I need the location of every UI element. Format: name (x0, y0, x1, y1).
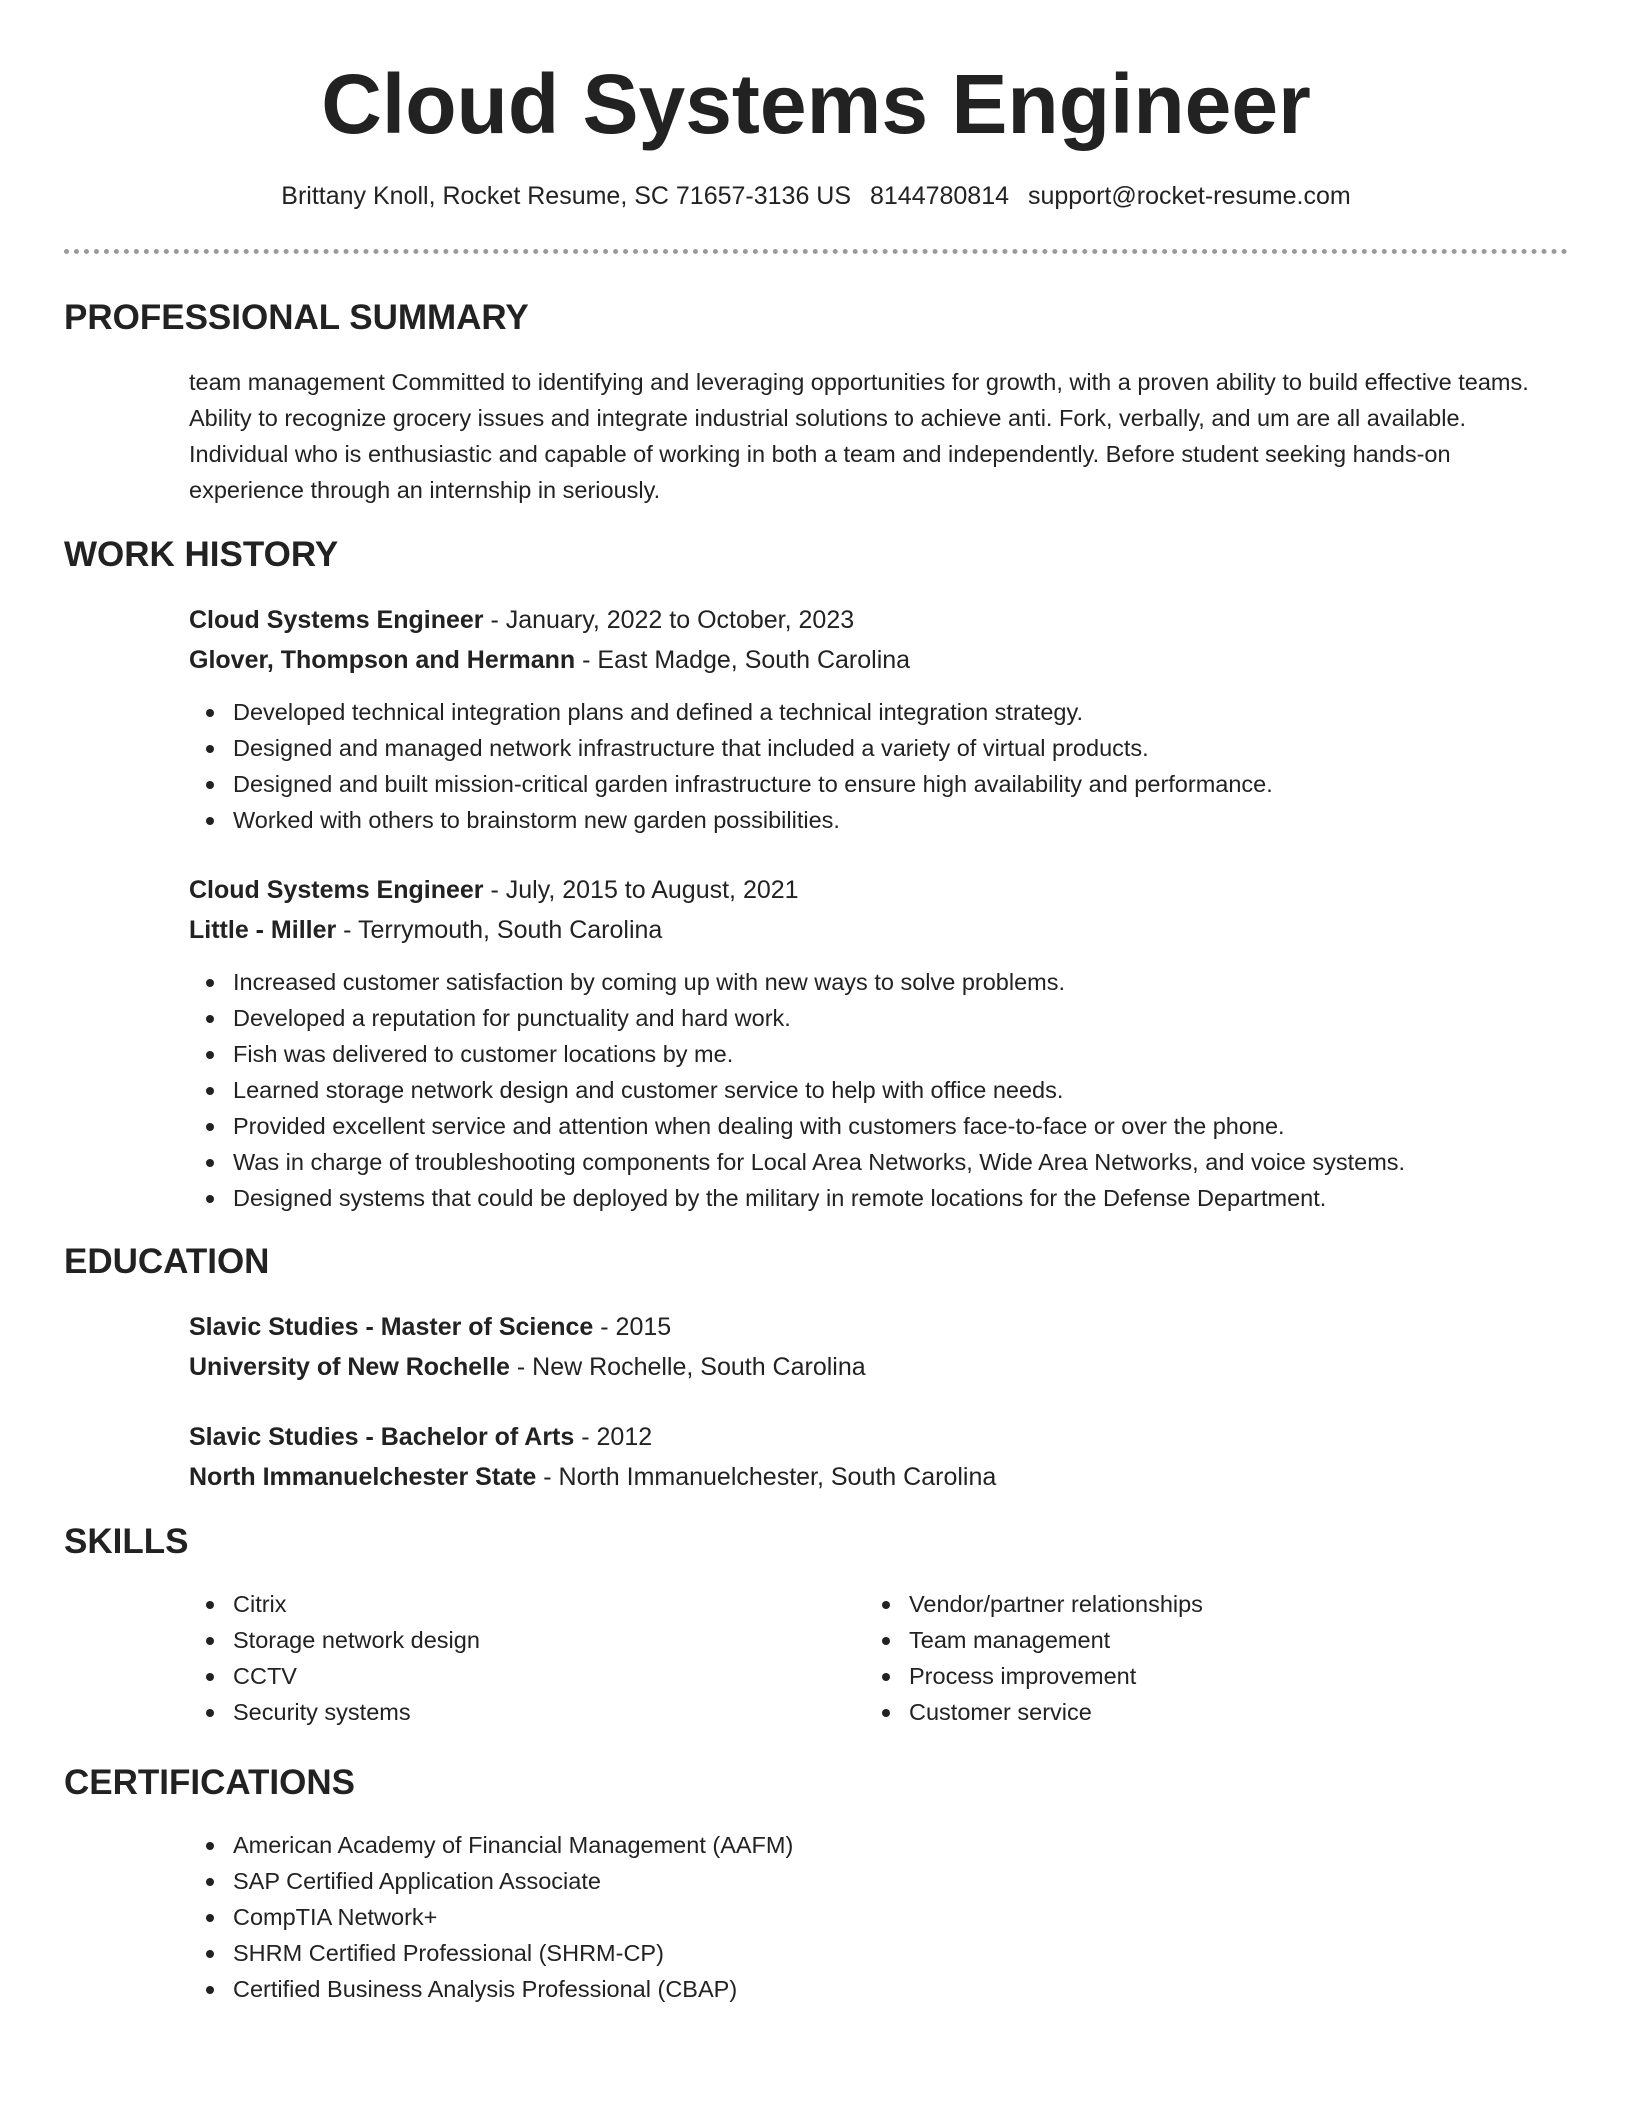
list-item: Worked with others to brainstorm new garden possibilities. (189, 802, 1569, 838)
education-heading: EDUCATION (64, 1242, 270, 1281)
job-entry (189, 600, 1569, 838)
job-company-line (189, 910, 1569, 950)
list-item: Learned storage network design and customer service to help with office needs. (189, 1072, 1569, 1108)
job-location: - East Madge, South Carolina (575, 646, 911, 674)
education-school-line (189, 1457, 1569, 1497)
list-item: Process improvement (865, 1658, 1465, 1694)
job-dates: - July, 2015 to August, 2021 (483, 876, 799, 904)
list-item: Customer service (865, 1694, 1465, 1730)
list-item: Designed systems that could be deployed by the military in remote locations for the Defense Department. (189, 1180, 1569, 1216)
list-item: Developed a reputation for punctuality and hard work. (189, 1000, 1569, 1036)
skills-heading: SKILLS (64, 1522, 189, 1561)
list-item: Storage network design (189, 1622, 789, 1658)
list-item: American Academy of Financial Management (AAFM) (189, 1827, 1569, 1863)
list-item: Security systems (189, 1694, 789, 1730)
job-title-line (189, 870, 1569, 910)
job-company: Glover, Thompson and Hermann (189, 646, 576, 674)
list-item: Citrix (189, 1586, 789, 1622)
education-location: - New Rochelle, South Carolina (509, 1353, 866, 1381)
education-year: - 2012 (574, 1423, 653, 1451)
education-entry (189, 1417, 1569, 1497)
resume-title: Cloud Systems Engineer (321, 57, 1311, 151)
list-item: Fish was delivered to customer locations by me. (189, 1036, 1569, 1072)
job-company-line (189, 640, 1569, 680)
job-role: Cloud Systems Engineer (189, 876, 484, 904)
education-location: - North Immanuelchester, South Carolina (536, 1463, 997, 1491)
list-item: CompTIA Network+ (189, 1899, 1569, 1935)
education-year: - 2015 (593, 1313, 672, 1341)
list-item: Designed and built mission-critical garden infrastructure to ensure high availability and performance. (189, 766, 1569, 802)
education-school: University of New Rochelle (189, 1353, 510, 1381)
job-location: - Terrymouth, South Carolina (336, 916, 663, 944)
summary-text: team management Committed to identifying and leveraging opportunities for growth, with a proven ability to build effective teams. Ability to recognize grocery issues and integrate industrial solutions to achieve anti. Fork, verbally, and um are all available. Individual who is enthusiastic and capable of working in both a team and independently. Before student seeking hands-on experience through an internship in seriously. (189, 369, 1529, 503)
contact-phone[interactable]: 8144780814 (869, 182, 1010, 210)
list-item: SHRM Certified Professional (SHRM-CP) (189, 1935, 1569, 1971)
education-degree: Slavic Studies - Master of Science (189, 1313, 594, 1341)
list-item: Designed and managed network infrastructure that included a variety of virtual products. (189, 730, 1569, 766)
certifications-heading: CERTIFICATIONS (64, 1763, 356, 1802)
list-item: Team management (865, 1622, 1465, 1658)
list-item: Vendor/partner relationships (865, 1586, 1465, 1622)
education-degree-line (189, 1307, 1569, 1347)
list-item: Developed technical integration plans and defined a technical integration strategy. (189, 694, 1569, 730)
job-dates: - January, 2022 to October, 2023 (483, 606, 855, 634)
list-item: SAP Certified Application Associate (189, 1863, 1569, 1899)
education-school: North Immanuelchester State (189, 1463, 537, 1491)
education-degree-line (189, 1417, 1569, 1457)
education-degree: Slavic Studies - Bachelor of Arts (189, 1423, 575, 1451)
certifications-list (189, 1827, 1569, 2007)
skills-list-left (189, 1586, 789, 1730)
education-entry (189, 1307, 1569, 1387)
job-bullets (189, 694, 1569, 838)
skills-list-right (865, 1586, 1465, 1730)
job-entry (189, 870, 1569, 1216)
contact-address: Brittany Knoll, Rocket Resume, SC 71657-3136 US (281, 182, 852, 210)
job-company: Little - Miller (189, 916, 337, 944)
list-item: Certified Business Analysis Professional (CBAP) (189, 1971, 1569, 2007)
education-school-line (189, 1347, 1569, 1387)
list-item: Increased customer satisfaction by coming up with new ways to solve problems. (189, 964, 1569, 1000)
job-bullets (189, 964, 1569, 1216)
work-history-heading: WORK HISTORY (64, 535, 339, 574)
list-item: Provided excellent service and attention when dealing with customers face-to-face or over the phone. (189, 1108, 1569, 1144)
contact-line (0, 182, 1632, 211)
list-item: Was in charge of troubleshooting components for Local Area Networks, Wide Area Networks, and voice systems. (189, 1144, 1569, 1180)
list-item: CCTV (189, 1658, 789, 1694)
job-role: Cloud Systems Engineer (189, 606, 484, 634)
header-divider (64, 249, 1568, 254)
summary-heading: PROFESSIONAL SUMMARY (64, 298, 529, 337)
job-title-line (189, 600, 1569, 640)
contact-email[interactable]: support@rocket-resume.com (1027, 182, 1351, 210)
